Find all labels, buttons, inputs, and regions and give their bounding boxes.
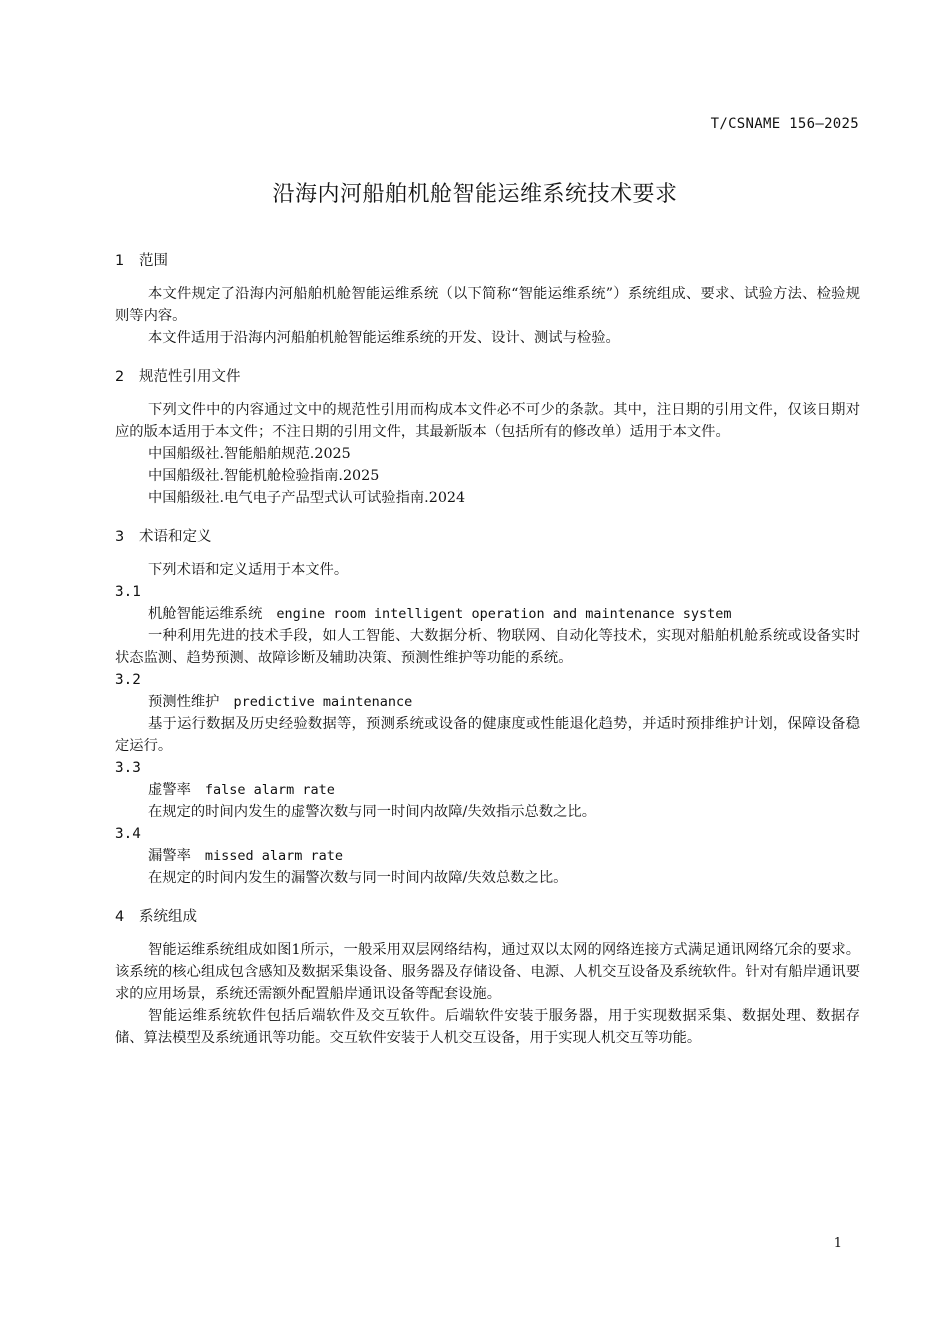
term-definition: 在规定的时间内发生的漏警次数与同一时间内故障/失效总数之比。	[148, 870, 568, 886]
term-name	[115, 779, 860, 801]
section-heading-scope	[115, 250, 860, 272]
term-en: false alarm rate	[204, 782, 335, 798]
section-heading-terms	[115, 526, 860, 548]
paragraph: 本文件规定了沿海内河船舶机舱智能运维系统（以下简称“智能运维系统”）系统组成、要求、试验方法、检验规则等内容。	[115, 286, 860, 324]
standard-code: T/CSNAME 156—2025	[710, 116, 859, 132]
term-name	[115, 603, 860, 625]
paragraph: 下列文件中的内容通过文中的规范性引用而构成本文件必不可少的条款。其中，注日期的引用文件，仅该日期对应的版本适用于本文件；不注日期的引用文件，其最新版本（包括所有的修改单）适用于本文件。	[115, 402, 860, 440]
section-number: 3	[115, 529, 125, 545]
section-title: 范围	[139, 253, 168, 269]
term-definition: 在规定的时间内发生的虚警次数与同一时间内故障/失效指示总数之比。	[148, 804, 597, 820]
section-title: 规范性引用文件	[139, 369, 241, 385]
section-title: 术语和定义	[139, 529, 212, 545]
term-name	[115, 845, 860, 867]
reference-item: 中国船级社.智能船舶规范.2025	[148, 446, 351, 462]
section-title: 系统组成	[139, 909, 197, 925]
paragraph: 智能运维系统软件包括后端软件及交互软件。后端软件安装于服务器，用于实现数据采集、数据处理、数据存储、算法模型及系统通讯等功能。交互软件安装于人机交互设备，用于实现人机交互等功能。	[115, 1008, 860, 1046]
term-zh: 预测性维护	[148, 694, 220, 710]
term-number: 3.1	[115, 584, 141, 600]
page-number: 1	[833, 1236, 842, 1251]
term-definition: 一种利用先进的技术手段，如人工智能、大数据分析、物联网、自动化等技术，实现对船舶机舱系统或设备实时状态监测、趋势预测、故障诊断及辅助决策、预测性维护等功能的系统。	[115, 628, 860, 666]
section-number: 4	[115, 909, 125, 925]
term-number: 3.2	[115, 672, 141, 688]
term-en: engine room intelligent operation and maintenance system	[276, 606, 732, 622]
term-en: predictive maintenance	[233, 694, 413, 710]
section-heading-normative-references	[115, 366, 860, 388]
term-en: missed alarm rate	[204, 848, 344, 864]
paragraph: 下列术语和定义适用于本文件。	[148, 562, 349, 578]
term-zh: 机舱智能运维系统	[148, 606, 263, 622]
term-zh: 漏警率	[148, 848, 191, 864]
paragraph: 本文件适用于沿海内河船舶机舱智能运维系统的开发、设计、测试与检验。	[148, 330, 620, 346]
term-number: 3.3	[115, 760, 141, 776]
section-heading-system-composition	[115, 906, 860, 928]
reference-item: 中国船级社.智能机舱检验指南.2025	[148, 468, 380, 484]
section-number: 2	[115, 369, 125, 385]
term-number: 3.4	[115, 826, 141, 842]
paragraph: 智能运维系统组成如图1所示，一般采用双层网络结构，通过双以太网的网络连接方式满足通讯网络冗余的要求。该系统的核心组成包含感知及数据采集设备、服务器及存储设备、电源、人机交互设备及系统软件。针对有船岸通讯要求的应用场景，系统还需额外配置船岸通讯设备等配套设施。	[115, 942, 860, 1002]
reference-item: 中国船级社.电气电子产品型式认可试验指南.2024	[148, 490, 466, 506]
section-number: 1	[115, 253, 125, 269]
term-definition: 基于运行数据及历史经验数据等，预测系统或设备的健康度或性能退化趋势，并适时预排维护计划，保障设备稳定运行。	[115, 716, 860, 754]
document-body	[115, 250, 860, 1049]
term-name	[115, 691, 860, 713]
document-title: 沿海内河船舶机舱智能运维系统技术要求	[272, 182, 678, 207]
term-zh: 虚警率	[148, 782, 191, 798]
